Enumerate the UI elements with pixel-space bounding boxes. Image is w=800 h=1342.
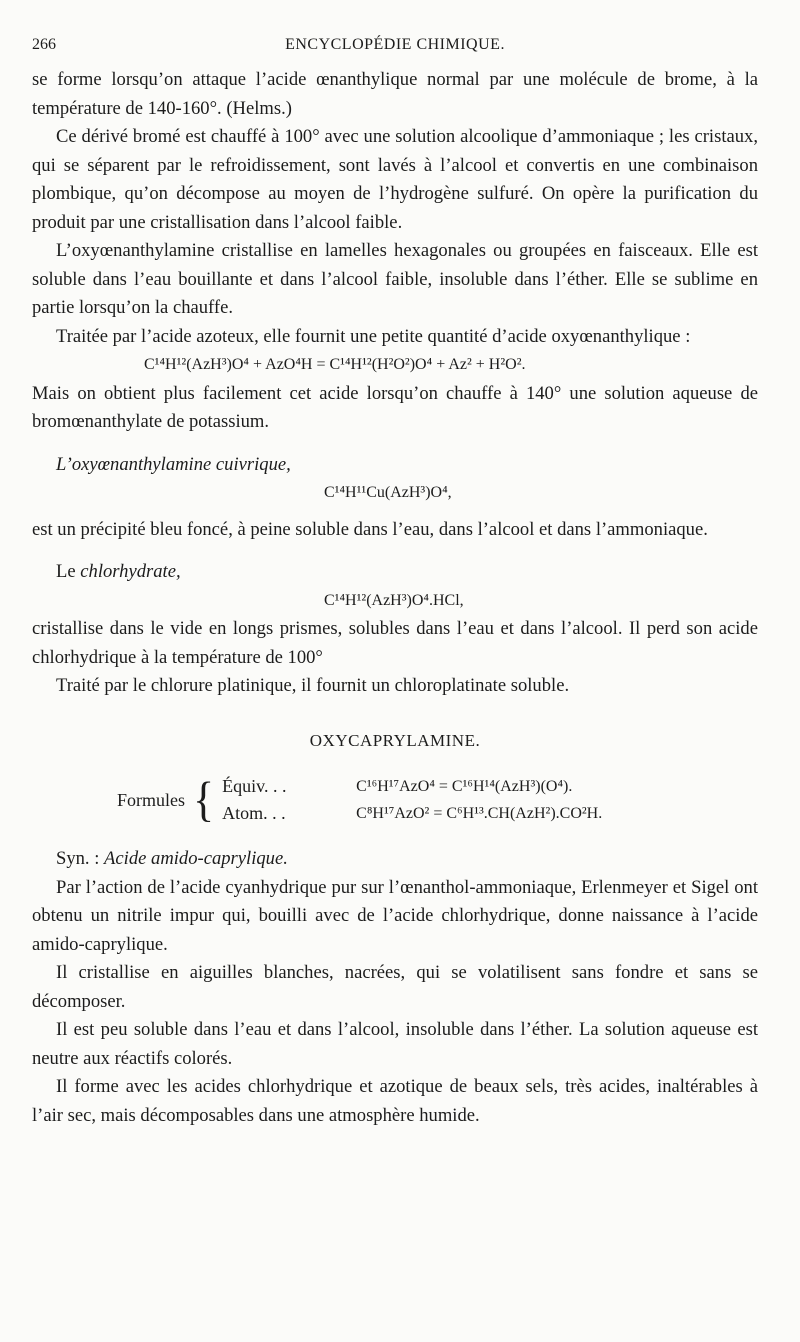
chlorhydrate-heading — [32, 558, 758, 587]
formula-row-equiv — [222, 773, 602, 800]
paragraph-3: L’oxyœnanthylamine cristallise en lamelles hexagonales ou groupées en faisceaux. Elle est soluble dans l’eau bouillante et dans l’alcool faible, insoluble dans l’éther. Elle se sublime en partie lorsqu’on la chauffe. — [32, 240, 758, 318]
formula-kind: Équiv. . . — [222, 776, 287, 796]
chlorhydrate-label: chlorhydrate, — [80, 561, 181, 582]
paragraph-12: Il forme avec les acides chlorhydrique et azotique de beaux sels, très acides, inaltérables à l’air sec, mais décomposables dans une atmosphère humide. — [32, 1076, 758, 1126]
cuivrique-formula: C¹⁴H¹¹Cu(AzH³)O⁴, — [324, 484, 452, 501]
body-text — [32, 66, 758, 1130]
cuivrique-label: L’oxyœnanthylamine cuivrique, — [56, 453, 291, 475]
paragraph-2: Ce dérivé bromé est chauffé à 100° avec une solution alcoolique d’ammoniaque ; les cristaux, qui se séparent par le refroidissement, sont lavés à l’alcool et convertis en une combinaison plombique, qu’on décompose au moyen de l’hydrogène sulfuré. On opère la purification du produit par une cristallisation dans l’alcool faible. — [32, 126, 758, 233]
paragraph-7: cristallise dans le vide en longs prismes, solubles dans l’eau et dans l’alcool. Il perd son acide chlorhydrique à la température de 100° — [32, 618, 758, 668]
paragraph-9: Par l’action de l’acide cyanhydrique pur sur l’œnanthol-ammoniaque, Erlenmeyer et Sigel ont obtenu un nitrile impur qui, bouilli avec de l’acide chlorhydrique, donne naissance à l’acide amido-caprylique. — [32, 876, 758, 955]
document-page — [32, 30, 758, 1130]
running-title: ENCYCLOPÉDIE CHIMIQUE. — [285, 36, 505, 53]
equation-nitrous-acid: C¹⁴H¹²(AzH³)O⁴ + AzO⁴H = C¹⁴H¹²(H²O²)O⁴ + Az² + H²O². — [144, 356, 526, 373]
page-header — [32, 30, 758, 60]
section-title: OXYCAPRYLAMINE. — [309, 730, 481, 750]
paragraph-8: Traité par le chlorure platinique, il fournit un chloroplatinate soluble. — [56, 675, 570, 696]
formulas-label: Formules — [117, 789, 186, 810]
formulas-rows — [222, 773, 602, 827]
page-number: 266 — [32, 36, 56, 53]
chlorhydrate-prefix: Le — [56, 561, 81, 582]
formula-expression: C¹⁶H¹⁷AzO⁴ = C¹⁶H¹⁴(AzH³)(O⁴). — [356, 778, 573, 795]
paragraph-1: se forme lorsqu’on attaque l’acide œnanthylique normal par une molécule de brome, à la température de 140-160°. (Helms.) — [32, 69, 758, 119]
formula-expression: C⁸H¹⁷AzO² = C⁶H¹³.CH(AzH²).CO²H. — [356, 805, 603, 822]
formula-row-atom — [222, 800, 602, 827]
cuivrique-heading — [32, 451, 758, 480]
synonym-line — [32, 845, 758, 874]
chlorhydrate-formula: C¹⁴H¹²(AzH³)O⁴.HCl, — [324, 591, 464, 609]
synonym-prefix: Syn. : — [56, 848, 105, 869]
paragraph-4: Traitée par l’acide azoteux, elle fournit une petite quantité d’acide oxyœnanthylique : — [56, 325, 691, 347]
paragraph-5: Mais on obtient plus facilement cet acide lorsqu’on chauffe à 140° une solution aqueuse de bromœnanthylate de potassium. — [32, 382, 758, 432]
paragraph-10: Il cristallise en aiguilles blanches, nacrées, qui se volatilisent sans fondre et sans se décomposer. — [32, 962, 758, 1012]
brace-icon: { — [193, 772, 215, 827]
formula-kind: Atom. . . — [222, 803, 286, 823]
paragraph-11: Il est peu soluble dans l’eau et dans l’alcool, insoluble dans l’éther. La solution aqueuse est neutre aux réactifs colorés. — [32, 1019, 758, 1069]
paragraph-6: est un précipité bleu foncé, à peine soluble dans l’eau, dans l’alcool et dans l’ammoniaque. — [32, 518, 708, 540]
formulas-block — [117, 773, 758, 827]
synonym-value: Acide amido-caprylique. — [104, 848, 288, 869]
